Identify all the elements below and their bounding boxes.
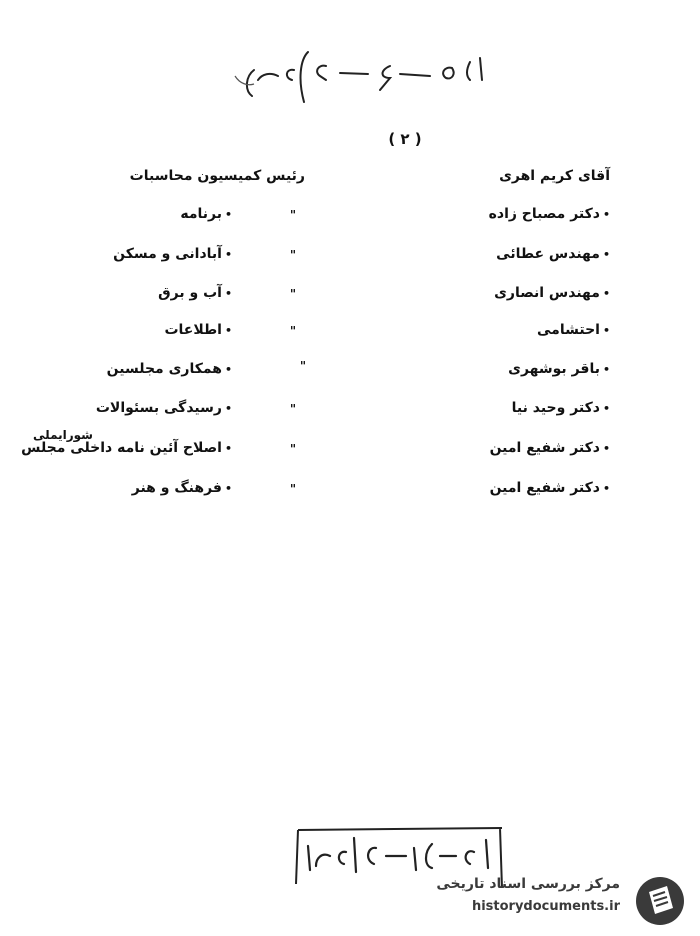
ditto-mark: ": [289, 324, 297, 338]
table-row: [0, 322, 700, 346]
ditto-mark: ": [289, 248, 297, 262]
table-row: [0, 440, 700, 464]
member-name: •دکتر مصباح زاده: [488, 206, 610, 222]
table-row: [0, 400, 700, 424]
member-name: •باقر بوشهری: [508, 361, 610, 377]
table-row: [0, 480, 700, 504]
watermark-title: مرکز بررسی اسناد تاریخی: [436, 876, 620, 892]
table-row: [0, 206, 700, 230]
ditto-mark: ": [289, 482, 297, 496]
ditto-mark: ": [289, 208, 297, 222]
page-number: ( ٢ ): [388, 130, 422, 148]
committee-post: •آبادانی و مسکن: [113, 246, 232, 262]
ditto-mark: ": [289, 402, 297, 416]
handwritten-header: [230, 40, 500, 110]
ditto-mark: ": [289, 287, 297, 301]
watermark-site: historydocuments.ir: [471, 899, 620, 914]
member-name: •مهندس عطائی: [496, 246, 610, 262]
archive-logo-icon: [633, 874, 687, 928]
table-row: [0, 361, 700, 385]
committee-post: •برنامه: [180, 206, 232, 222]
member-name: •مهندس انصاری: [494, 285, 610, 301]
table-row: [0, 285, 700, 309]
committee-post: •فرهنگ و هنر: [131, 480, 232, 496]
member-name: آقای کریم اهری: [499, 168, 610, 184]
table-row: [0, 168, 700, 192]
ditto-mark: ": [299, 359, 307, 373]
member-name: •دکتر وحید نیا: [511, 400, 610, 416]
member-name: •احتشامی: [537, 322, 610, 338]
committee-post: رئیس کمیسیون محاسبات: [129, 168, 305, 184]
committee-post: •اطلاعات: [164, 322, 232, 338]
table-row: [0, 246, 700, 270]
watermark: [410, 868, 695, 930]
committee-post: •اصلاح آئین نامه داخلی مجلس: [21, 440, 232, 456]
ditto-mark: ": [289, 442, 297, 456]
member-name: •دکتر شفیع امین: [489, 480, 610, 496]
committee-post: •آب و برق: [158, 285, 232, 301]
post-annotation: شورایملی: [33, 428, 93, 442]
member-name: •دکتر شفیع امین: [489, 440, 610, 456]
committee-post: •همکاری مجلسین: [106, 361, 232, 377]
committee-post: •رسیدگی بسئوالات: [95, 400, 232, 416]
